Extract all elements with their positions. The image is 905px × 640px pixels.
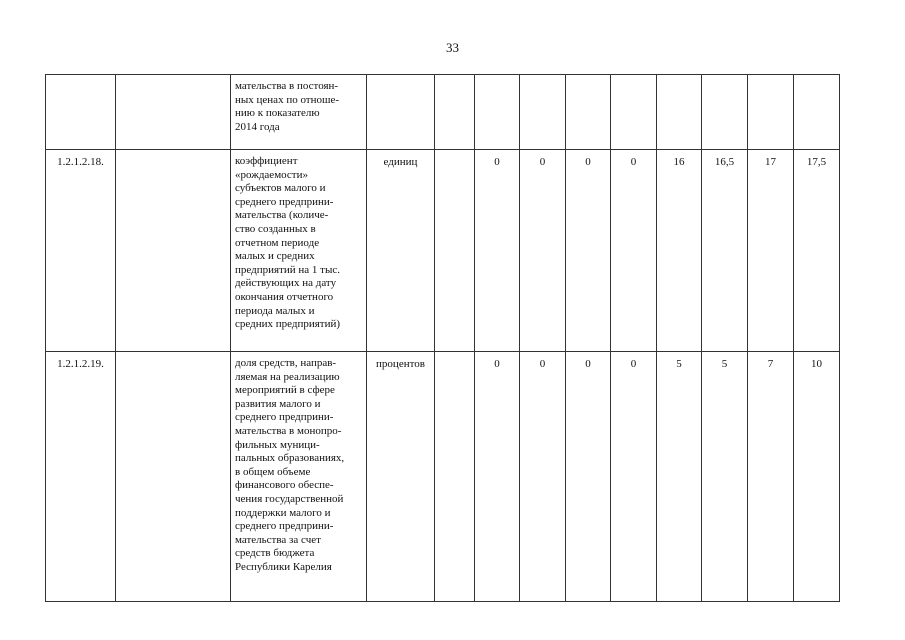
unit-of-measure <box>367 75 435 150</box>
description-line: нию к показателю <box>235 107 320 120</box>
description-line: ство созданных в <box>235 222 316 235</box>
indicators-table <box>45 74 840 602</box>
description-line: чения государственной <box>235 492 344 505</box>
description-line: мательства в постоян- <box>235 80 339 92</box>
description-line: окончания отчетного <box>235 290 334 303</box>
description-line: предприятий на 1 тыс. <box>235 263 340 276</box>
value-cell <box>520 75 566 150</box>
description-line: средних предприятий) <box>235 318 341 331</box>
description-line: малых и средних <box>235 250 315 263</box>
value-cell: 0 <box>566 352 611 602</box>
unit-of-measure: процентов <box>367 352 435 602</box>
value-cell: 0 <box>566 150 611 352</box>
row-code: 1.2.1.2.18. <box>46 150 116 352</box>
value-cell: 0 <box>611 352 657 602</box>
value-cell: 0 <box>520 352 566 602</box>
value-cell: 17,5 <box>794 150 840 352</box>
description-line: среднего предприни- <box>235 520 334 533</box>
description-line: Республики Карелия <box>235 560 332 573</box>
table-row <box>46 150 840 352</box>
description-line: пальных образованиях, <box>235 452 345 465</box>
description-line: мательства (количе- <box>235 209 329 222</box>
value-cell <box>702 75 748 150</box>
page-number: 33 <box>446 40 459 55</box>
value-cell: 5 <box>702 352 748 602</box>
empty-cell <box>116 352 231 602</box>
description-line: доля средств, направ- <box>235 357 337 369</box>
description-line: среднего предприни- <box>235 411 334 424</box>
empty-cell <box>435 150 475 352</box>
description-line: мательства в монопро- <box>235 424 342 437</box>
value-cell: 5 <box>657 352 702 602</box>
indicator-description <box>231 352 367 602</box>
description-line: поддержки малого и <box>235 506 331 519</box>
table-row <box>46 352 840 602</box>
value-cell <box>748 75 794 150</box>
description-line: финансового обеспе- <box>235 479 334 492</box>
table-row <box>46 75 840 150</box>
indicator-description <box>231 75 367 150</box>
value-cell <box>475 75 520 150</box>
value-cell <box>566 75 611 150</box>
description-line: ных ценах по отноше- <box>235 93 340 106</box>
description-line: развития малого и <box>235 397 321 410</box>
value-cell <box>657 75 702 150</box>
value-cell: 0 <box>475 352 520 602</box>
row-code <box>46 75 116 150</box>
unit-of-measure: единиц <box>367 150 435 352</box>
empty-cell <box>116 75 231 150</box>
empty-cell <box>435 75 475 150</box>
empty-cell <box>116 150 231 352</box>
value-cell: 0 <box>475 150 520 352</box>
description-line: отчетном периоде <box>235 236 320 249</box>
description-line: средств бюджета <box>235 547 315 560</box>
description-line: среднего предприни- <box>235 195 334 208</box>
value-cell: 0 <box>520 150 566 352</box>
value-cell: 16,5 <box>702 150 748 352</box>
description-line: мательства за счет <box>235 533 321 546</box>
value-cell: 17 <box>748 150 794 352</box>
row-code: 1.2.1.2.19. <box>46 352 116 602</box>
indicator-description <box>231 150 367 352</box>
value-cell: 16 <box>657 150 702 352</box>
value-cell: 10 <box>794 352 840 602</box>
description-line: периода малых и <box>235 304 315 317</box>
description-line: действующих на дату <box>235 277 337 290</box>
value-cell: 0 <box>611 150 657 352</box>
description-line: 2014 года <box>235 120 280 133</box>
value-cell <box>794 75 840 150</box>
description-line: коэффициент <box>235 155 298 167</box>
empty-cell <box>435 352 475 602</box>
description-line: субъектов малого и <box>235 182 326 195</box>
description-line: в общем объеме <box>235 465 311 478</box>
value-cell <box>611 75 657 150</box>
description-line: фильных муници- <box>235 438 320 451</box>
description-line: ляемая на реализацию <box>235 370 340 383</box>
description-line: «рождаемости» <box>235 168 308 181</box>
description-line: мероприятий в сфере <box>235 384 335 397</box>
value-cell: 7 <box>748 352 794 602</box>
